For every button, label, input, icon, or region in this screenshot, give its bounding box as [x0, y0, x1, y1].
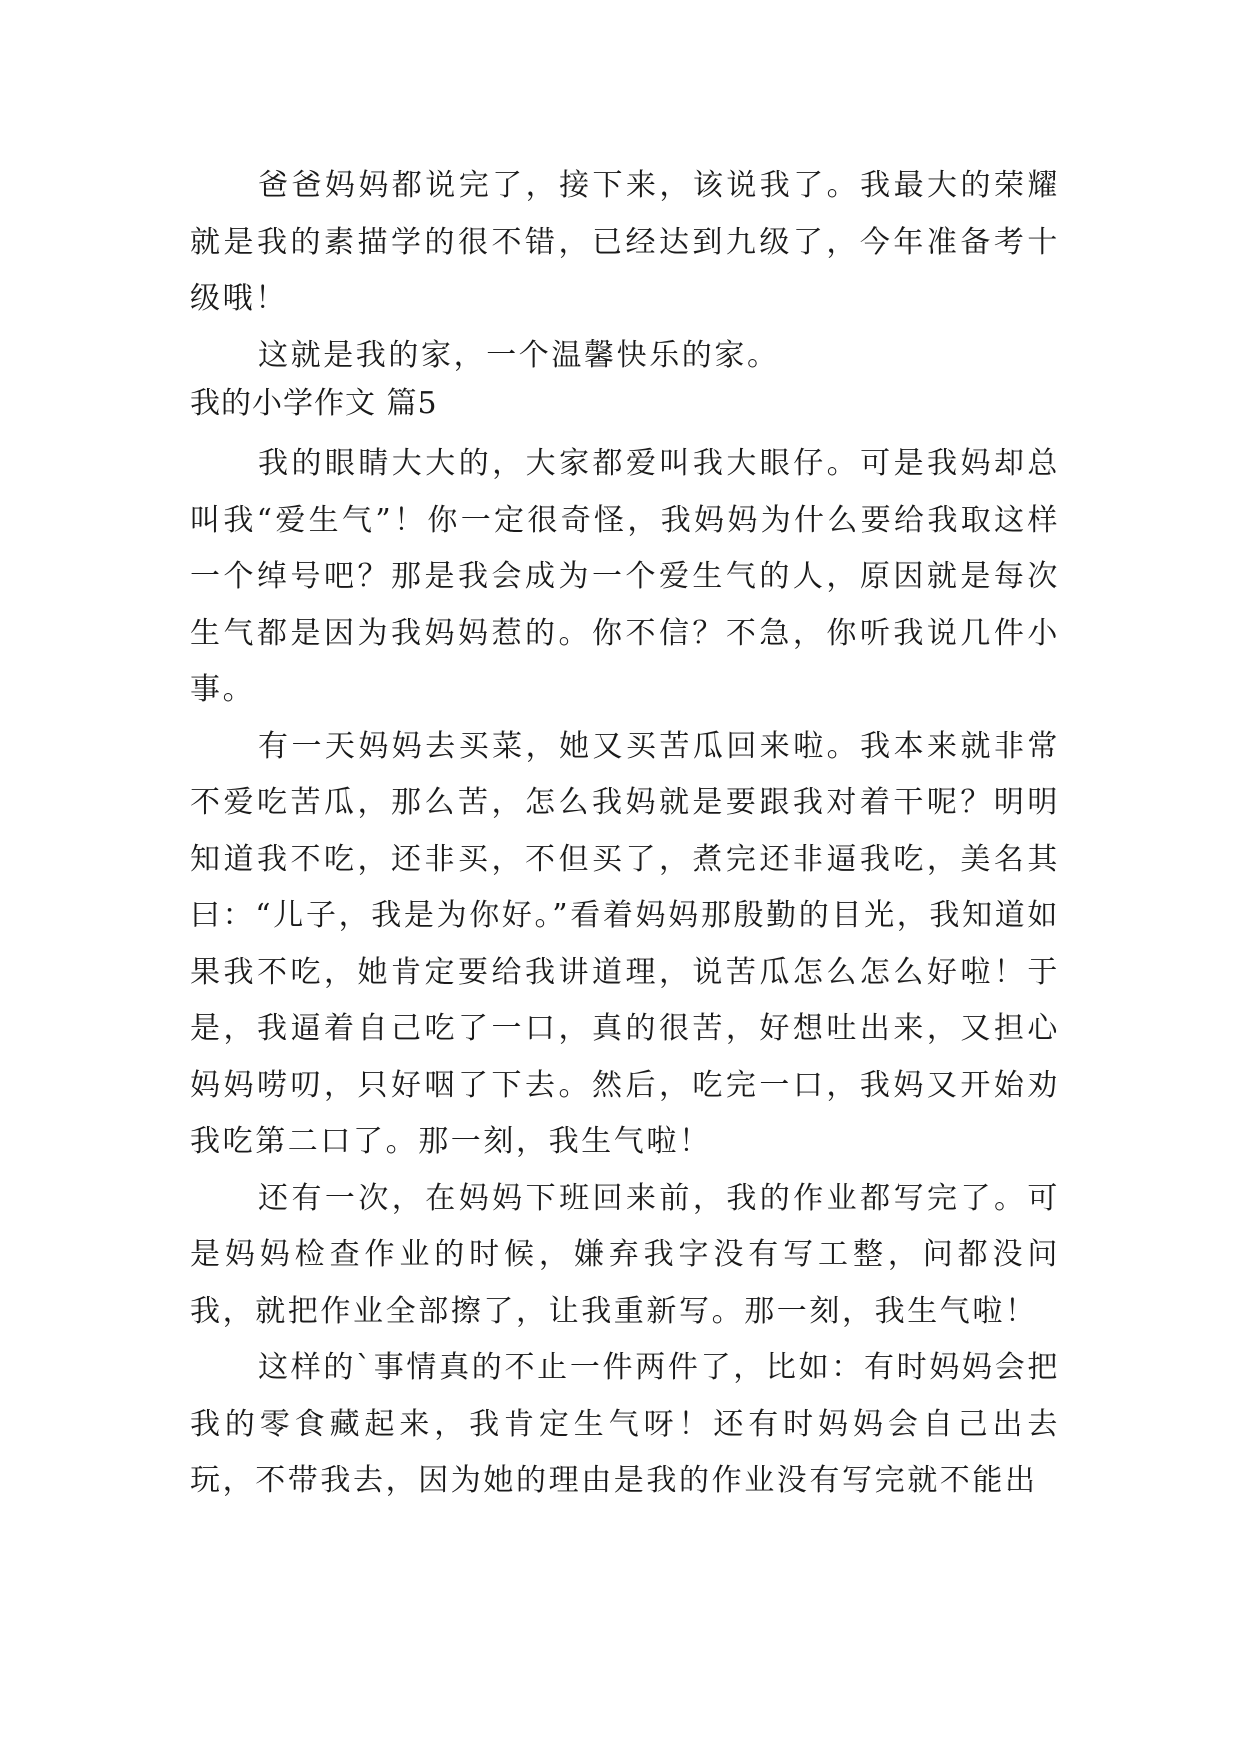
document-body [190, 158, 1060, 1510]
paragraph: 还有一次，在妈妈下班回来前，我的作业都写完了。可是妈妈检查作业的时候，嫌弃我字没有写工整，问都没问我，就把作业全部擦了，让我重新写。那一刻，我生气啦！ [190, 1180, 1060, 1329]
paragraph: 这就是我的家，一个温馨快乐的家。 [258, 337, 780, 373]
section-heading: 我的小学作文 篇5 [190, 386, 438, 421]
paragraph: 爸爸妈妈都说完了，接下来，该说我了。我最大的荣耀就是我的素描学的很不错，已经达到九级了，今年准备考十级哦！ [190, 168, 1060, 316]
paragraph: 这样的`事情真的不止一件两件了，比如：有时妈妈会把我的零食藏起来，我肯定生气呀！还有时妈妈会自己出去玩，不带我去，因为她的理由是我的作业没有写完就不能出 [190, 1350, 1060, 1498]
paragraph: 我的眼睛大大的，大家都爱叫我大眼仔。可是我妈却总叫我“爱生气”！你一定很奇怪，我妈妈为什么要给我取这样一个绰号吧？那是我会成为一个爱生气的人，原因就是每次生气都是因为我妈妈惹的。你不信？不急，你听我说几件小事。 [190, 446, 1060, 707]
paragraph: 有一天妈妈去买菜，她又买苦瓜回来啦。我本来就非常不爱吃苦瓜，那么苦，怎么我妈就是要跟我对着干呢？明明知道我不吃，还非买，不但买了，煮完还非逼我吃，美名其曰：“儿子，我是为你好。”看着妈妈那殷勤的目光，我知道如果我不吃，她肯定要给我讲道理，说苦瓜怎么怎么好啦！于是，我逼着自己吃了一口，真的很苦，好想吐出来，又担心妈妈唠叨，只好咽了下去。然后，吃完一口，我妈又开始劝我吃第二口了。那一刻，我生气啦！ [190, 728, 1060, 1159]
